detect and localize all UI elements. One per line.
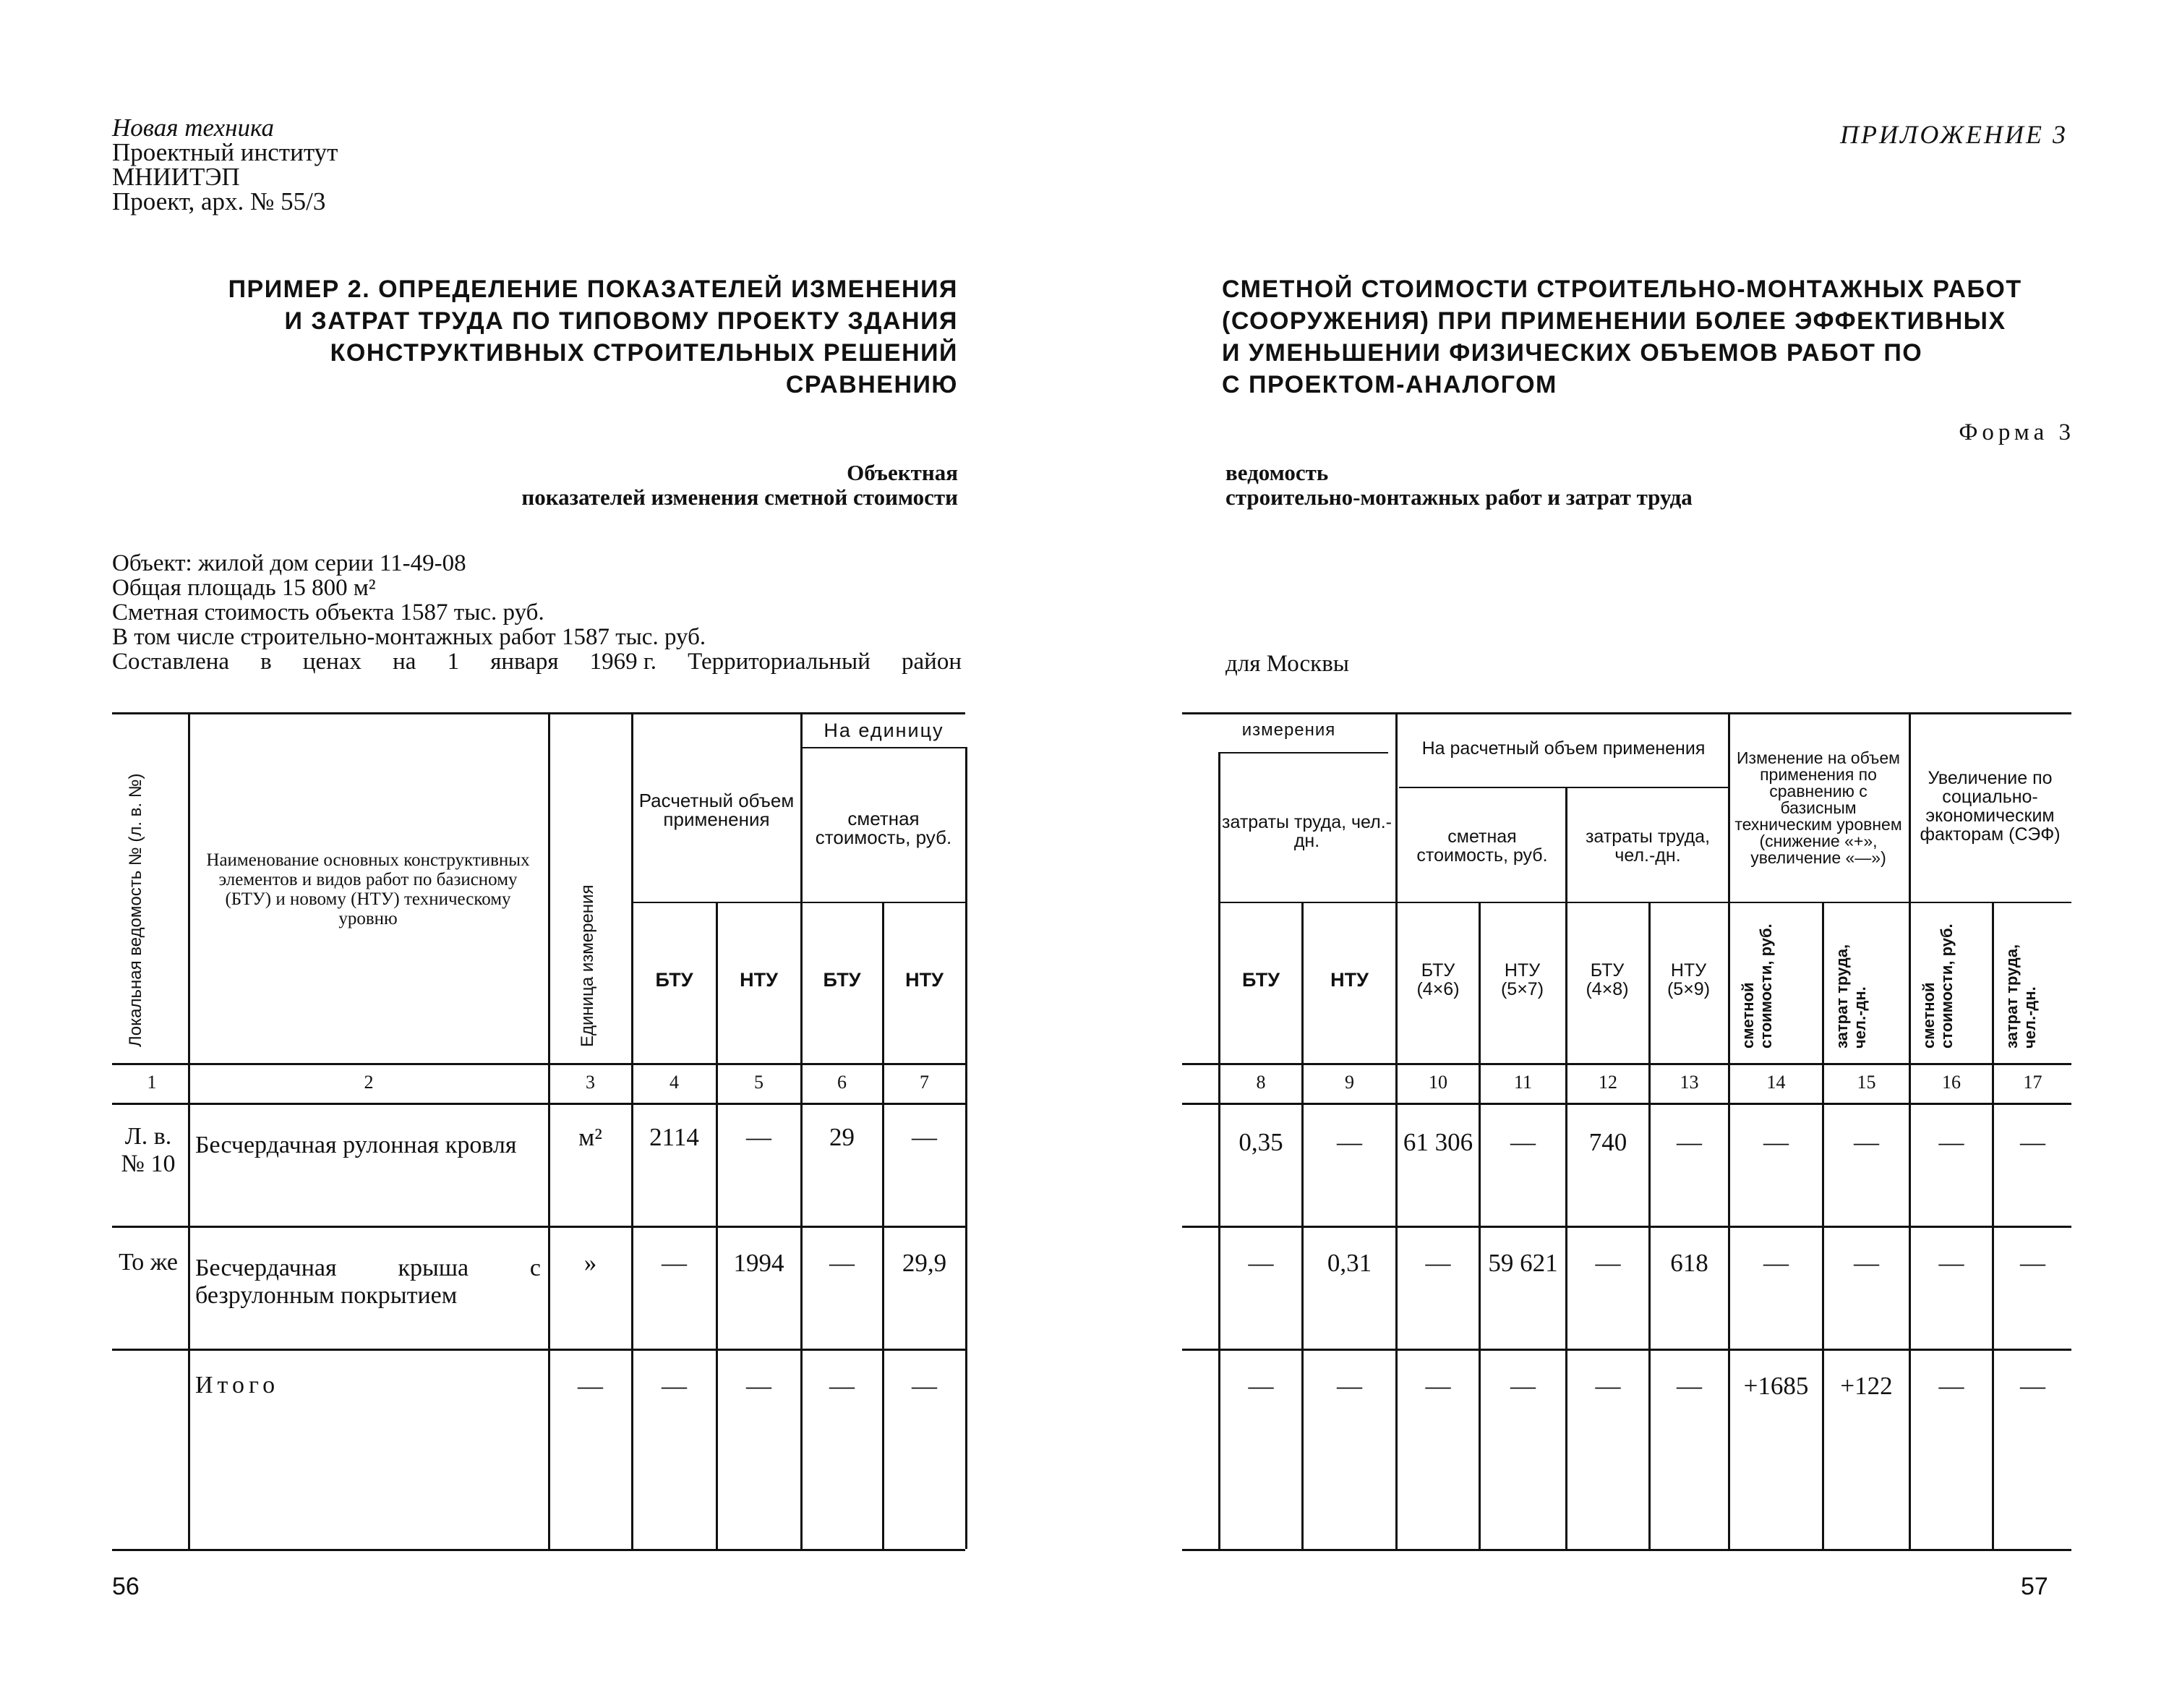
header-increase: Увеличение по социально-экономическим факторам (СЭФ) [1920,768,2061,845]
table-row-2-c4: — [662,1249,687,1277]
header-ntu-9: НТУ [1330,969,1369,991]
header-ntu-5: НТУ [740,969,778,991]
object-area: Общая площадь 15 800 м² [112,575,376,601]
table-row-total-c6: — [829,1372,855,1400]
table-rule [1218,902,2071,903]
table-row-2-c9: 0,31 [1327,1249,1372,1277]
publisher-name: МНИИТЭП [112,163,240,191]
header-ntu-13: НТУ (5×9) [1667,960,1711,999]
table-row-2-c13: 618 [1670,1249,1708,1277]
column-number: 15 [1857,1072,1876,1093]
table-row-1-c12: 740 [1588,1128,1627,1156]
left-title-line-1: ПРИМЕР 2. ОПРЕДЕЛЕНИЕ ПОКАЗАТЕЛЕЙ ИЗМЕНЕНИЯ [228,276,958,303]
prices-word-9: район [902,649,962,675]
table-row-1-c9: — [1337,1128,1362,1156]
header-measure: измерения [1241,720,1336,740]
table-column-rule [965,747,967,1549]
column-number: 17 [2023,1072,2042,1093]
table-row-2-c12: — [1595,1249,1621,1277]
table-row-2-c16: — [1938,1249,1964,1277]
table-rule [1182,1063,2071,1065]
table-rule [112,1063,965,1065]
table-row-total-c17: — [2020,1372,2045,1400]
table-row-total-c12: — [1595,1372,1621,1400]
table-rule [1182,1549,2071,1551]
prices-word-3: ценах [302,649,362,675]
table-row-1-c15: — [1854,1128,1879,1156]
right-subtitle-line-2: строительно-монтажных работ и затрат труда [1225,484,1693,510]
table-rule [1399,787,1728,788]
table-row-2-c10: — [1425,1249,1451,1277]
table-row-1-c11: — [1510,1128,1536,1156]
table-row-2-unit: » [583,1249,597,1277]
table-row-total-c10: — [1425,1372,1451,1400]
column-number: 3 [586,1072,595,1093]
left-title-line-4: СРАВНЕНИЮ [785,371,958,398]
table-row-1-c7: — [912,1123,937,1151]
table-row-total-c14: +1685 [1743,1372,1809,1400]
table-column-rule [716,902,718,1549]
table-rule [800,747,965,748]
table-column-rule [1301,902,1304,1549]
object-prices-line [112,649,962,674]
table-rule [112,712,965,714]
header-local-sheet: Локальная ведомость № (л. в. №) [126,773,145,1047]
publisher-series: Новая техника [112,114,274,142]
object-name: Объект: жилой дом серии 11-49-08 [112,550,466,576]
table-rule [112,1226,965,1228]
left-title-line-2: И ЗАТРАТ ТРУДА ПО ТИПОВОМУ ПРОЕКТУ ЗДАНИЯ [284,307,958,335]
header-element-name: Наименование основных конструктивных элементов и видов работ по базисному (БТУ) и новому (НТУ) техническому уровню [206,850,530,928]
table-rule [1182,1349,2071,1351]
header-calc-volume: Расчетный объем применения [638,790,795,830]
left-subtitle-line-1: Объектная [847,460,958,485]
prices-word-7: 1969 г. [589,649,656,675]
left-page-number: 56 [112,1573,140,1600]
prices-word-1: Составлена [112,649,230,675]
header-total-labor: затраты труда, чел.-дн. [1585,827,1711,866]
table-row-1-ref: Л. в. № 10 [121,1123,176,1177]
column-number: 5 [754,1072,763,1093]
right-subtitle-line-1: ведомость [1225,460,1329,485]
table-row-total-c15: +122 [1840,1372,1893,1400]
table-column-rule [1822,902,1824,1549]
right-title-line-4: С ПРОЕКТОМ-АНАЛОГОМ [1222,371,1557,398]
table-row-1-c4: 2114 [649,1123,699,1151]
column-number: 7 [920,1072,929,1093]
column-number: 8 [1256,1072,1266,1093]
table-row-2-name: Бесчердачная крыша с безрулонным покрытием [195,1255,541,1309]
object-construction-cost: В том числе строительно-монтажных работ 1587 тыс. руб. [112,624,706,650]
prices-word-2: в [260,649,272,675]
header-on-calc-volume: На расчетный объем применения [1421,738,1706,759]
header-sef-cost: сметной стоимости, руб. [1920,923,1956,1049]
table-row-total-name: Итого [195,1372,280,1399]
header-change: Изменение на объем применения по сравнению с базисным техническим уровнем (снижение «+», увеличение «—») [1734,748,1902,867]
column-number: 10 [1429,1072,1447,1093]
table-row-total-c13: — [1677,1372,1702,1400]
appendix-label: ПРИЛОЖЕНИЕ 3 [1840,120,2068,149]
city-label: для Москвы [1225,651,1349,677]
left-title [130,273,958,401]
publisher-block [112,116,338,214]
right-title-line-1: СМЕТНОЙ СТОИМОСТИ СТРОИТЕЛЬНО-МОНТАЖНЫХ РАБОТ [1222,276,2022,303]
prices-word-5: 1 [447,649,460,675]
header-per-unit: На единицу [823,720,944,741]
prices-word-8: Территориальный [688,649,870,675]
header-ntu-11: НТУ (5×7) [1500,960,1544,999]
table-rule [631,902,965,903]
table-row-1-unit: м² [578,1123,602,1151]
column-number: 1 [147,1072,157,1093]
table-row-1-name: Бесчердачная рулонная кровля [195,1132,517,1158]
left-subtitle [521,461,958,510]
table-row-total-c7: — [912,1372,937,1400]
table-row-2-c11: 59 621 [1488,1249,1558,1277]
prices-word-4: на [393,649,416,675]
right-page-number: 57 [2021,1573,2048,1600]
column-number: 11 [1513,1072,1533,1093]
table-row-total-unit: — [578,1372,603,1400]
table-rule [1182,1226,2071,1228]
table-rule [1182,1103,2071,1105]
table-row-2-c7: 29,9 [902,1249,947,1277]
header-btu-12: БТУ (4×8) [1586,960,1629,999]
table-row-2-c6: — [829,1249,855,1277]
table-row-1-c8: 0,35 [1238,1128,1283,1156]
table-row-2-c5: 1994 [733,1249,784,1277]
column-number: 12 [1599,1072,1617,1093]
right-title-line-3: И УМЕНЬШЕНИИ ФИЗИЧЕСКИХ ОБЪЕМОВ РАБОТ ПО [1222,339,1923,367]
project-number: Проект, арх. № 55/3 [112,187,326,215]
header-btu-4: БТУ [655,969,693,991]
table-column-rule [1565,787,1567,1549]
table-rule [1218,752,1388,753]
column-number: 6 [837,1072,847,1093]
right-title [1222,273,2082,401]
table-row-1-c6: 29 [829,1123,855,1151]
table-row-2-c14: — [1763,1249,1789,1277]
header-unit: Единица измерения [578,884,597,1047]
table-row-2-ref: То же [119,1249,178,1276]
table-row-total-c9: — [1337,1372,1362,1400]
table-column-rule [188,712,190,1549]
table-rule [112,1103,965,1105]
table-row-2-c8: — [1248,1249,1274,1277]
header-btu-8: БТУ [1241,969,1280,991]
table-rule [1182,712,2071,714]
header-btu-10: БТУ (4×6) [1416,960,1460,999]
table-row-1-c13: — [1677,1128,1702,1156]
header-ntu-7: НТУ [905,969,944,991]
table-rule [112,1549,965,1551]
publisher-institute: Проектный институт [112,138,338,166]
table-row-total-c11: — [1510,1372,1536,1400]
table-row-2-c17: — [2020,1249,2045,1277]
right-title-line-2: (СООРУЖЕНИЯ) ПРИ ПРИМЕНЕНИИ БОЛЕЕ ЭФФЕКТИВНЫХ [1222,307,2006,335]
column-number: 9 [1345,1072,1354,1093]
object-info [112,551,962,674]
column-number: 16 [1942,1072,1961,1093]
table-row-1-c10: 61 306 [1403,1128,1473,1156]
table-column-rule [882,902,884,1549]
table-row-1-c5: — [746,1123,771,1151]
right-subtitle [1225,461,1693,510]
header-labor-per-unit: затраты труда, чел.-дн. [1222,812,1392,851]
table-row-total-c4: — [662,1372,687,1400]
header-total-cost: сметная стоимость, руб. [1416,827,1548,866]
header-change-cost: сметной стоимости, руб. [1739,923,1775,1049]
header-change-labor: затрат труда, чел.-дн. [1833,944,1869,1049]
left-subtitle-line-2: показателей изменения сметной стоимости [521,484,958,510]
table-row-total-c8: — [1248,1372,1274,1400]
prices-word-6: января [490,649,559,675]
header-btu-6: БТУ [823,969,861,991]
column-number: 14 [1766,1072,1786,1093]
table-rule [112,1349,965,1351]
column-number: 13 [1680,1072,1699,1093]
column-number: 4 [669,1072,679,1093]
table-row-2-c15: — [1854,1249,1879,1277]
form-label: Форма 3 [1959,419,2075,445]
column-number: 2 [364,1072,374,1093]
table-row-1-c14: — [1763,1128,1789,1156]
header-unit-cost: сметная стоимость, руб. [815,808,952,848]
table-row-1-c17: — [2020,1128,2045,1156]
object-cost: Сметная стоимость объекта 1587 тыс. руб. [112,599,544,625]
table-row-total-c5: — [746,1372,771,1400]
left-title-line-3: КОНСТРУКТИВНЫХ СТРОИТЕЛЬНЫХ РЕШЕНИЙ [330,339,958,367]
table-column-rule [1992,902,1994,1549]
header-sef-labor: затрат труда, чел.-дн. [2003,944,2039,1049]
table-row-total-c16: — [1938,1372,1964,1400]
table-row-1-c16: — [1938,1128,1964,1156]
